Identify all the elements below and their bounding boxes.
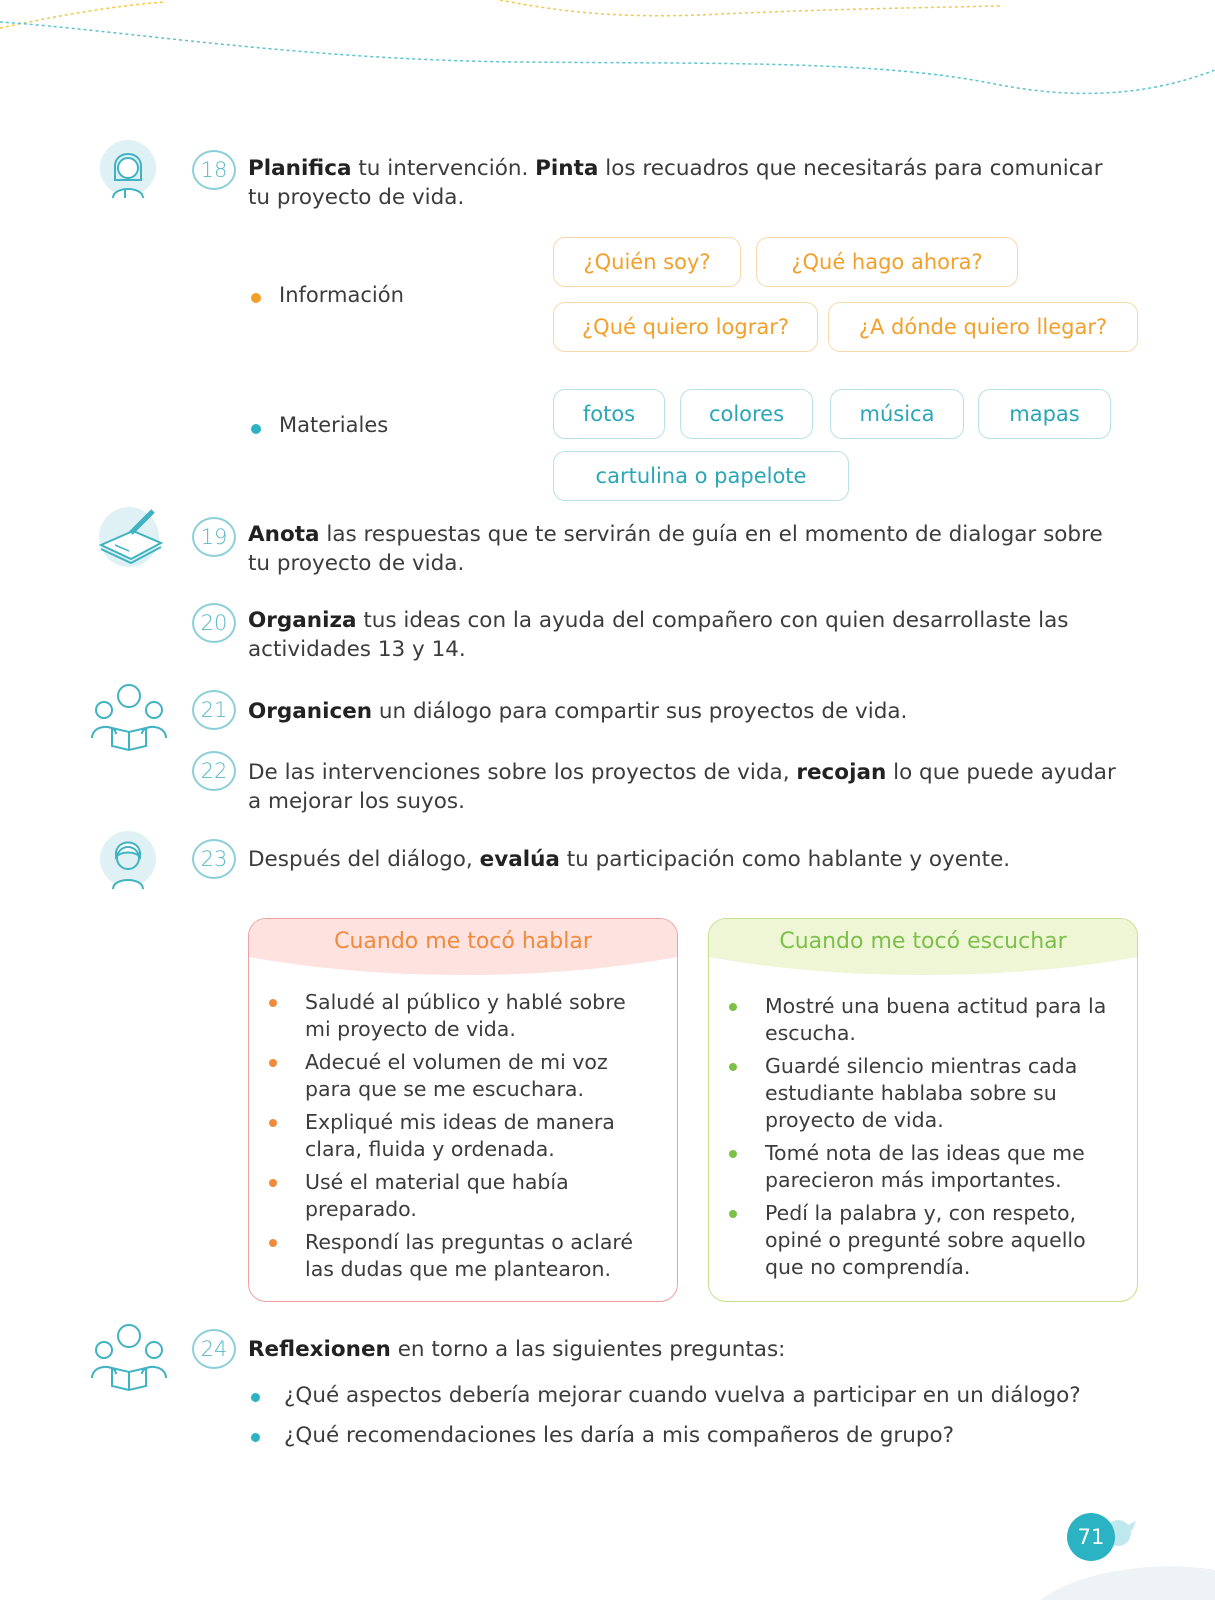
listening-item-bullet	[729, 1063, 737, 1071]
speaking-item-bullet	[269, 1239, 277, 1247]
question-bullet	[251, 1393, 260, 1402]
chip-cartulina-o-papelote[interactable]: cartulina o papelote	[553, 451, 849, 501]
listening-item-bullet	[729, 1210, 737, 1218]
listening-item-text: Tomé nota de las ideas que me parecieron más importantes.	[765, 1141, 1085, 1192]
activity-21-text	[248, 697, 1128, 726]
speaking-checklist	[249, 989, 655, 1289]
speaking-item-bullet	[269, 1059, 277, 1067]
chip-mapas[interactable]: mapas	[978, 389, 1111, 439]
activity-20-rest: tus ideas con la ayuda del compañero con quien desarrollaste las actividades 13 y 14.	[248, 608, 1069, 662]
page-number: 71	[1067, 1513, 1115, 1561]
activity-20-verb: Organiza	[248, 608, 357, 633]
information-bullet	[251, 293, 261, 303]
speaking-box-title: Cuando me tocó hablar	[334, 929, 592, 954]
chip-que-hago-ahora[interactable]: ¿Qué hago ahora?	[756, 237, 1018, 287]
chip-musica[interactable]: música	[830, 389, 964, 439]
listening-box-title: Cuando me tocó escuchar	[779, 929, 1067, 954]
activity-18-verb2: Pinta	[535, 156, 599, 181]
activity-18-verb1: Planifica	[248, 156, 352, 181]
group-reading-icon	[88, 1316, 170, 1392]
speaking-item	[249, 1049, 655, 1103]
speaking-item-text: Expliqué mis ideas de manera clara, fluida y ordenada.	[305, 1110, 615, 1161]
listening-item-bullet	[729, 1003, 737, 1011]
activity-number-24: 24	[192, 1329, 236, 1369]
speaking-item	[249, 1109, 655, 1163]
speaking-item-bullet	[269, 999, 277, 1007]
materials-bullet	[251, 424, 261, 434]
activity-22-rest: lo que puede ayudar a mejorar los suyos.	[248, 760, 1116, 814]
speaking-item-text: Saludé al público y hablé sobre mi proyecto de vida.	[305, 990, 626, 1041]
listening-evaluation-box	[708, 918, 1138, 1302]
chip-que-quiero-lograr[interactable]: ¿Qué quiero lograr?	[553, 302, 818, 352]
chip-fotos[interactable]: fotos	[553, 389, 665, 439]
activity-22-pre: De las intervenciones sobre los proyectos de vida,	[248, 760, 797, 785]
activity-23-rest: tu participación como hablante y oyente.	[559, 847, 1011, 872]
activity-19-rest: las respuestas que te servirán de guía en el momento de dialogar sobre tu proyecto de vida.	[248, 522, 1103, 576]
activity-19-verb: Anota	[248, 522, 320, 547]
speaking-item-bullet	[269, 1179, 277, 1187]
listening-item-text: Mostré una buena actitud para la escucha.	[765, 994, 1107, 1045]
speaking-item-text: Adecué el volumen de mi voz para que se me escuchara.	[305, 1050, 608, 1101]
listening-item	[709, 1053, 1115, 1134]
listening-checklist	[709, 993, 1115, 1287]
activity-23-text	[248, 845, 1128, 874]
activity-24-text	[248, 1335, 1128, 1364]
activity-20-text	[248, 606, 1128, 664]
speaking-item-text: Respondí las preguntas o aclaré las dudas que me plantearon.	[305, 1230, 633, 1281]
activity-18-text2: los recuadros que necesitarás para comunicar tu proyecto de vida.	[248, 156, 1103, 210]
activity-21-rest: un diálogo para compartir sus proyectos de vida.	[372, 699, 908, 724]
activity-number-20: 20	[192, 603, 236, 643]
activity-24-verb: Reflexionen	[248, 1337, 391, 1362]
question-bullet	[251, 1433, 260, 1442]
activity-23-pre: Después del diálogo,	[248, 847, 480, 872]
speaking-item	[249, 1229, 655, 1283]
speaking-item	[249, 1169, 655, 1223]
reflection-question-1: ¿Qué aspectos debería mejorar cuando vuelva a participar en un diálogo?	[284, 1383, 1081, 1408]
chip-quien-soy[interactable]: ¿Quién soy?	[553, 237, 741, 287]
activity-21-verb: Organicen	[248, 699, 373, 724]
materials-label: Materiales	[279, 413, 389, 437]
student-boy-icon	[95, 825, 171, 901]
speaking-evaluation-box	[248, 918, 678, 1302]
activity-number-21: 21	[192, 690, 236, 730]
listening-item-text: Pedí la palabra y, con respeto, opiné o pregunté sobre aquello que no comprendía.	[765, 1201, 1086, 1279]
activity-23-verb: evalúa	[479, 847, 560, 872]
chip-a-donde-quiero-llegar[interactable]: ¿A dónde quiero llegar?	[828, 302, 1138, 352]
group-reading-icon	[88, 676, 170, 752]
activity-18-text	[248, 154, 1128, 212]
speaking-item	[249, 989, 655, 1043]
activity-18-text1: tu intervención.	[351, 156, 536, 181]
activity-number-23: 23	[192, 839, 236, 879]
activity-22-verb: recojan	[796, 760, 887, 785]
listening-item	[709, 1140, 1115, 1194]
student-girl-icon	[95, 136, 171, 212]
activity-number-22: 22	[192, 751, 236, 791]
chip-colores[interactable]: colores	[680, 389, 813, 439]
listening-item-text: Guardé silencio mientras cada estudiante hablaba sobre su proyecto de vida.	[765, 1054, 1078, 1132]
reflection-question-2: ¿Qué recomendaciones les daría a mis compañeros de grupo?	[284, 1423, 955, 1448]
activity-number-18: 18	[192, 150, 236, 190]
header-wave-decoration	[0, 0, 1215, 110]
listening-item	[709, 1200, 1115, 1281]
activity-22-text	[248, 758, 1128, 816]
listening-item-bullet	[729, 1150, 737, 1158]
activity-19-text	[248, 520, 1128, 578]
footer-hill-decoration	[1040, 1560, 1215, 1600]
speaking-item-bullet	[269, 1119, 277, 1127]
listening-item	[709, 993, 1115, 1047]
speaking-item-text: Usé el material que había preparado.	[305, 1170, 569, 1221]
activity-number-19: 19	[192, 517, 236, 557]
information-label: Información	[279, 283, 404, 307]
notebook-pencil-icon	[95, 503, 171, 579]
activity-24-rest: en torno a las siguientes preguntas:	[390, 1337, 786, 1362]
